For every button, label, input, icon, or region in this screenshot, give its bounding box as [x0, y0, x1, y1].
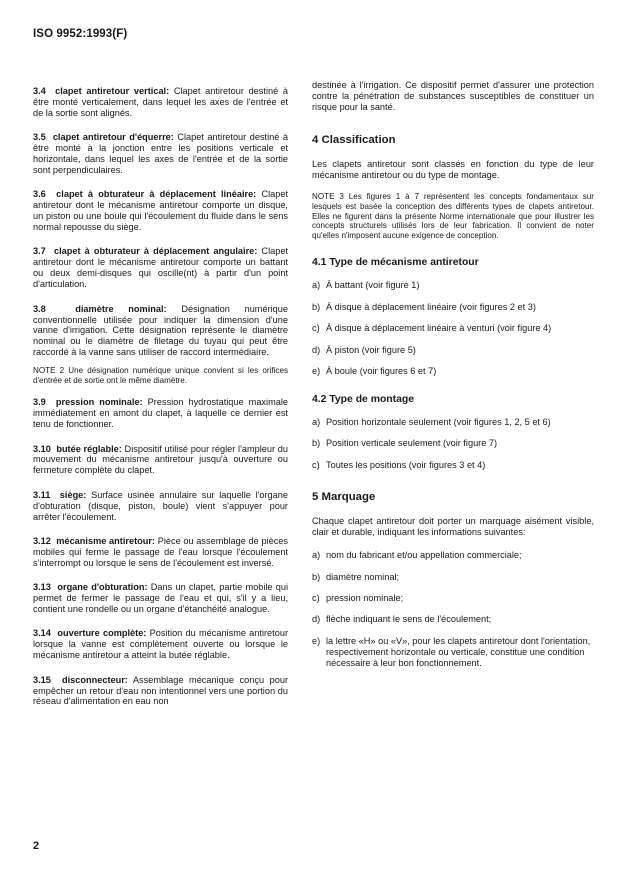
list-item-text: flèche indiquant le sens de l'écoulement;	[326, 614, 492, 625]
definition-term: clapet antiretour vertical:	[55, 86, 170, 96]
definition-term: butée réglable:	[56, 443, 122, 454]
document-header: ISO 9952:1993(F)	[33, 28, 128, 40]
definition-number: 3.6	[33, 189, 46, 200]
list-item-text: Position verticale seulement (voir figure 7)	[326, 438, 498, 449]
list-4-2	[312, 417, 594, 471]
continuation-paragraph: destinée à l'irrigation. Ce dispositif permet d'assurer une protection contre la pénétration de substances susceptibles de constituer un risque pour la santé.	[312, 80, 594, 112]
definition-number: 3.13	[33, 582, 51, 593]
definition-number: 3.10	[33, 443, 51, 454]
list-item	[312, 460, 594, 471]
list-item-label: c)	[312, 459, 320, 470]
definition-3-7	[33, 246, 288, 290]
definition-text: Clapet antiretour destiné à être monté verticalement, dans lequel les axes de l'entrée et de la sortie sont alignés.	[33, 86, 288, 118]
definition-3-13	[33, 582, 288, 615]
definition-term: organe d'obturation:	[57, 582, 148, 593]
list-item-label: b)	[312, 301, 321, 312]
definition-text: Clapet antiretour destiné à être monté à la jonction entre les positions verticale et horizontale, dans lequel les axes de l'entrée et de la sortie sont perpendiculaires.	[33, 132, 288, 175]
list-item	[312, 438, 594, 449]
definition-term: ouverture complète:	[57, 628, 147, 639]
subsection-4-1-heading: 4.1 Type de mécanisme antiretour	[312, 257, 479, 269]
list-item-label: d)	[312, 614, 321, 625]
definition-3-9	[33, 397, 288, 430]
list-item-text: Position horizontale seulement (voir figures 1, 2, 5 et 6)	[326, 416, 551, 427]
definition-term: siège:	[59, 489, 87, 500]
list-item-text: À piston (voir figure 5)	[326, 344, 416, 355]
page-number: 2	[33, 840, 40, 852]
list-item-text: la lettre «H» ou «V», pour les clapets antiretour dont l'orientation, respectivement horizontale ou verticale, constitue une condition nécessaire à leur bon fonctionnement.	[326, 635, 591, 668]
definition-term: diamètre nominal:	[75, 303, 167, 314]
list-item	[312, 417, 594, 428]
definition-text: Pression hydrostatique maximale immédiatement en amont du clapet, à laquelle ce dernier est tenu de fonctionner.	[33, 397, 288, 430]
list-item	[312, 323, 594, 334]
list-item	[312, 280, 594, 291]
definition-3-8	[33, 304, 288, 359]
list-item-text: nom du fabricant et/ou appellation commerciale;	[326, 550, 522, 561]
definition-3-11	[33, 490, 288, 523]
list-item	[312, 572, 594, 583]
definition-term: clapet à obturateur à déplacement angulaire:	[54, 246, 258, 257]
right-column	[312, 80, 594, 679]
section-4-heading: 4 Classification	[312, 133, 396, 146]
list-item-label: e)	[312, 635, 321, 646]
list-item-label: e)	[312, 365, 321, 376]
definition-3-12	[33, 536, 288, 569]
list-item-label: a)	[312, 416, 321, 427]
list-item-label: d)	[312, 344, 321, 355]
definition-number: 3.15	[33, 674, 51, 685]
definition-3-6	[33, 189, 288, 233]
definition-number: 3.4	[33, 86, 46, 96]
definition-number: 3.5	[33, 132, 46, 143]
list-item-label: a)	[312, 280, 321, 291]
list-5	[312, 550, 594, 668]
section-4-intro: Les clapets antiretour sont classés en fonction du type de leur mécanisme antiretour ou du type de montage.	[312, 158, 594, 180]
list-item	[312, 636, 594, 669]
list-4-1	[312, 280, 594, 377]
definition-number: 3.11	[33, 489, 51, 500]
definition-text: Désignation numérique conventionnelle utilisée pour indiquer la dimension d'une vanne d'irrigation. Cette désignation représente le diamètre nominal ou le diamètre de filetage du tuyau qui peut être raccordé à la vanne sans utiliser de raccord intermédiaire.	[33, 303, 289, 358]
list-item-text: À boule (voir figures 6 et 7)	[326, 365, 437, 376]
definition-3-5	[33, 132, 288, 176]
list-item	[312, 366, 594, 377]
definition-3-4	[33, 86, 288, 119]
subsection-4-2-heading: 4.2 Type de montage	[312, 393, 415, 405]
list-item-text: À disque à déplacement linéaire à venturi (voir figure 4)	[326, 323, 552, 334]
definition-term: pression nominale:	[55, 397, 143, 408]
definition-text: Clapet antiretour dont le mécanisme antiretour comporte un disque, un piston ou une boule qui l'écoulement du fluide dans le sens normal repousse du siège.	[33, 189, 288, 233]
definition-text: Surface usinée annulaire sur laquelle l'organe d'obturation (disque, piston, boule) vient s'appuyer pour arrêter l'écoulement.	[33, 489, 288, 522]
list-item-text: À battant (voir figure 1)	[326, 280, 420, 291]
definition-text: Dans un clapet, partie mobile qui permet de fermer le passage de l'eau et qui, s'il y a lieu, contient une rondelle ou un organe d'étanchéité analogue.	[33, 582, 289, 614]
note-3: NOTE 3 Les figures 1 à 7 représentent les concepts fondamentaux sur lesquels est basée la conception des différents types de clapets antiretour. Elles ne figurent dans la présente Norme internationale que pour illustrer les concepts structurels utilisés lors de leur fabrication. Il convient de noter qu'elles n'imposent aucune exigence de conception.	[312, 192, 594, 240]
definition-text: Position du mécanisme antiretour lorsque la vanne est complètement ouverte ou lorsque le mécanisme antiretour a atteint la butée réglable.	[33, 628, 289, 661]
section-5-intro: Chaque clapet antiretour doit porter un marquage aisément visible, clair et durable, indiquant les informations suivantes:	[312, 516, 594, 538]
list-item-text: À disque à déplacement linéaire (voir figures 2 et 3)	[326, 301, 536, 312]
definition-number: 3.14	[33, 628, 51, 639]
definition-term: clapet antiretour d'équerre:	[52, 132, 174, 143]
list-item	[312, 302, 594, 313]
list-item	[312, 593, 594, 604]
definition-3-10	[33, 444, 288, 477]
definition-3-15	[33, 675, 288, 708]
note-2: NOTE 2 Une désignation numérique unique convient si les orifices d'entrée et de sortie ont le même diamètre.	[33, 366, 288, 385]
list-item-text: diamètre nominal;	[326, 571, 400, 582]
list-item	[312, 550, 594, 561]
definition-text: Clapet antiretour dont le mécanisme antiretour comporte un battant ou deux demi-disques qui oscille(nt) à partir d'un point d'articulation.	[33, 246, 288, 290]
list-item-label: c)	[312, 323, 320, 334]
definition-term: disconnecteur:	[62, 674, 128, 685]
definition-number: 3.9	[33, 397, 46, 408]
list-item-label: b)	[312, 438, 321, 449]
list-item-label: a)	[312, 550, 321, 561]
definition-text: Pièce ou assemblage de pièces mobiles qui ferme le passage de l'eau lorsque l'écoulement s'interrompt ou lorsque le sens de l'écoulement est inversé.	[33, 535, 289, 568]
definition-term: clapet à obturateur à déplacement linéaire:	[56, 189, 257, 200]
definition-number: 3.8	[33, 303, 46, 314]
definition-term: mécanisme antiretour:	[56, 535, 155, 546]
definition-number: 3.12	[33, 535, 51, 546]
definition-text: Assemblage mécanique conçu pour empêcher un retour d'eau non intentionnel vers une portion du réseau d'alimentation en eau non	[33, 674, 288, 707]
list-item-label: b)	[312, 571, 321, 582]
list-item-text: pression nominale;	[326, 593, 404, 603]
left-column	[33, 86, 288, 721]
list-item	[312, 345, 594, 356]
definition-number: 3.7	[33, 246, 46, 257]
section-5-heading: 5 Marquage	[312, 491, 376, 504]
list-item-label: c)	[312, 593, 320, 603]
list-item	[312, 614, 594, 625]
definition-text: Dispositif utilisé pour régler l'ampleur du mouvement du mécanisme antiretour jusqu'à ouverture ou fermeture complète du clapet.	[33, 443, 288, 476]
list-item-text: Toutes les positions (voir figures 3 et 4)	[326, 459, 486, 470]
definition-3-14	[33, 628, 288, 661]
